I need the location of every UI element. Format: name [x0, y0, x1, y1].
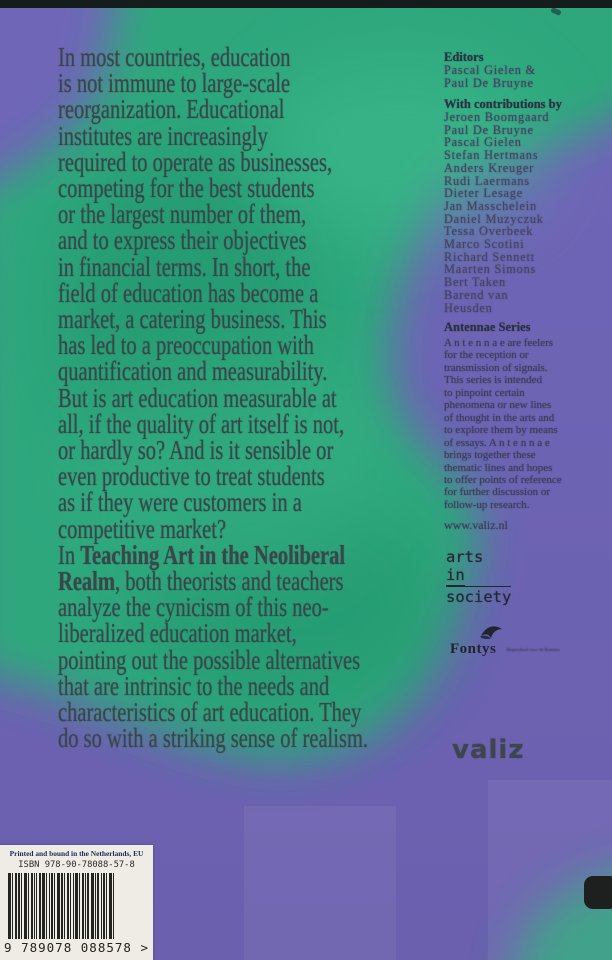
barcode-bar — [54, 873, 55, 939]
ean-digits: 9 789078 088578 > — [4, 940, 149, 955]
text-line: as if they were customers in a — [58, 487, 302, 518]
text-line: In most countries, education — [58, 42, 291, 72]
ais-line-arts: arts — [446, 548, 484, 566]
fontys-logo — [450, 622, 600, 658]
barcode-bar — [79, 873, 80, 939]
corner-tab — [584, 876, 612, 909]
contributors-block — [444, 97, 562, 314]
arts-in-society-logo — [446, 548, 511, 606]
barcode-bar — [113, 873, 114, 939]
text-line: required to operate as businesses, — [58, 146, 333, 177]
series-text-line: thematic lines and hopes — [444, 461, 553, 474]
barcode-bar — [18, 873, 20, 939]
text-line: reorganization. Educational — [58, 94, 285, 125]
fontys-wordmark: Fontys — [450, 641, 497, 657]
text-line: has led to a preoccupation with — [58, 330, 314, 361]
barcode-bar — [87, 873, 89, 939]
publisher-logo: valiz — [452, 735, 525, 765]
barcode-bar — [39, 873, 41, 939]
contributor-name: Anders Kreuger — [444, 160, 535, 175]
contributor-name: Tessa Overbeek — [444, 224, 534, 239]
barcode-bar — [103, 873, 105, 939]
isbn-label — [0, 845, 153, 960]
barcode-bar — [28, 873, 29, 939]
fontys-tagline: Hogeschool voor de Kunsten — [506, 647, 560, 652]
series-text-line: brings together these — [444, 449, 536, 462]
barcode-bar — [67, 873, 69, 939]
contributor-name: Jeroen Boomgaard — [444, 110, 550, 124]
barcode-bar — [64, 873, 65, 939]
barcode-bar — [85, 873, 86, 939]
contributor-name: Stefan Hertmans — [444, 148, 539, 163]
barcode-bar — [12, 873, 13, 939]
text-line: and to express their objectives — [58, 225, 307, 256]
barcode — [6, 873, 148, 939]
series-text-line: to explore them by means — [444, 424, 558, 437]
barcode-bar — [15, 873, 17, 939]
scan-edge-strip — [0, 0, 612, 8]
contributor-name: Marco Scotini — [444, 237, 525, 252]
publisher-website: www.valiz.nl — [444, 518, 508, 532]
editor-name: Pascal Gielen & — [444, 63, 536, 77]
contributor-name: Rudi Laermans — [444, 173, 530, 188]
barcode-bar — [73, 873, 74, 939]
contributors-heading: With contributions by — [444, 97, 562, 111]
barcode-bar — [97, 873, 99, 939]
text-line: liberalized education market, — [58, 618, 297, 649]
text-line: market, a catering business. This — [58, 304, 327, 335]
barcode-bar — [109, 873, 112, 939]
barcode-bar — [36, 873, 37, 939]
series-text-line: of essays. A n t e n n a e — [444, 436, 550, 449]
text-line: characteristics of art education. They — [58, 697, 362, 728]
barcode-bar — [70, 873, 71, 939]
barcode-bar — [95, 873, 96, 939]
ais-line-society: society — [446, 588, 512, 606]
text-line: all, if the quality of art itself is not, — [58, 408, 345, 439]
contributor-name: Paul De Bruyne — [444, 122, 534, 137]
barcode-bar — [101, 873, 102, 939]
series-heading: Antennae Series — [444, 320, 531, 334]
series-lines — [444, 337, 562, 511]
contributor-name: Barend van — [444, 287, 509, 302]
series-text-line: phenomena or new lines — [444, 399, 552, 412]
barcode-bar — [42, 873, 45, 939]
contributor-name: Bert Taken — [444, 275, 506, 290]
contributor-name: Dieter Lesage — [444, 186, 524, 201]
series-text-line: A n t e n n a e are feelers — [444, 337, 554, 349]
series-text-line: transmission of signals. — [444, 361, 548, 374]
series-text-line: to offer points of reference — [444, 473, 562, 486]
contributor-name: Maarten Simons — [444, 262, 537, 277]
series-text-line: for further discussion or — [444, 486, 551, 499]
editors-heading: Editors — [444, 50, 484, 64]
contributor-list — [444, 111, 562, 314]
barcode-bar — [75, 873, 78, 939]
text-line: even productive to treat students — [58, 461, 325, 492]
text-line: field of education has become a — [58, 277, 319, 308]
barcode-bar — [21, 873, 22, 939]
text-line: is not immune to large-scale — [58, 68, 291, 99]
barcode-bar — [24, 873, 27, 939]
editor-name: Paul De Bruyne — [444, 75, 534, 90]
fontys-bird-icon — [478, 622, 508, 640]
text-line: competitive market? — [58, 513, 227, 544]
barcode-bar — [57, 873, 60, 939]
editors-block — [444, 50, 536, 89]
contributor-name: Heusden — [444, 300, 493, 315]
barcode-bar — [82, 873, 84, 939]
ais-line-in: in — [446, 566, 465, 584]
text-line: quantification and measurability. — [58, 356, 328, 387]
text-line: Realm, both theorists and teachers — [58, 566, 344, 597]
series-text-line: of thought in the arts and — [444, 411, 555, 424]
barcode-bar — [51, 873, 53, 939]
barcode-bar — [49, 873, 50, 939]
text-line: or hardly so? And is it sensible or — [58, 435, 334, 466]
text-line: do so with a striking sense of realism. — [58, 723, 369, 754]
contributor-name: Daniel Muzyczuk — [444, 211, 544, 226]
text-line: pointing out the possible alternatives — [58, 644, 361, 675]
series-text-line: for the reception or — [444, 349, 529, 362]
barcode-bar — [34, 873, 35, 939]
editor-list — [444, 64, 536, 89]
series-block — [444, 320, 562, 511]
isbn-number: ISBN 978-90-78088-57-8 — [18, 860, 135, 870]
text-line: or the largest number of them, — [58, 199, 307, 230]
barcode-bar — [46, 873, 47, 939]
series-text-line: follow-up research. — [444, 498, 530, 511]
printed-note: Printed and bound in the Netherlands, EU — [9, 849, 144, 858]
series-text-line: to pinpoint certain — [444, 386, 525, 399]
text-line: that are intrinsic to the needs and — [58, 670, 330, 701]
text-line: analyze the cynicism of this neo- — [58, 592, 329, 623]
barcode-bar — [61, 873, 63, 939]
barcode-bar — [106, 873, 107, 939]
text-line: institutes are increasingly — [58, 120, 268, 151]
text-line: But is art education measurable at — [58, 382, 337, 413]
scan-light-band — [244, 806, 396, 960]
contributor-name: Jan Masschelein — [444, 198, 537, 213]
text-line: competing for the best students — [58, 173, 315, 204]
scan-light-band — [488, 780, 612, 960]
contributor-name: Richard Sennett — [444, 249, 535, 264]
barcode-bar — [31, 873, 33, 939]
text-line: in financial terms. In short, the — [58, 251, 311, 282]
contributor-name: Pascal Gielen — [444, 135, 522, 150]
barcode-bar — [8, 873, 11, 939]
barcode-bar — [91, 873, 94, 939]
series-text-line: This series is intended — [444, 374, 543, 387]
text-line: In Teaching Art in the Neoliberal — [58, 539, 346, 570]
